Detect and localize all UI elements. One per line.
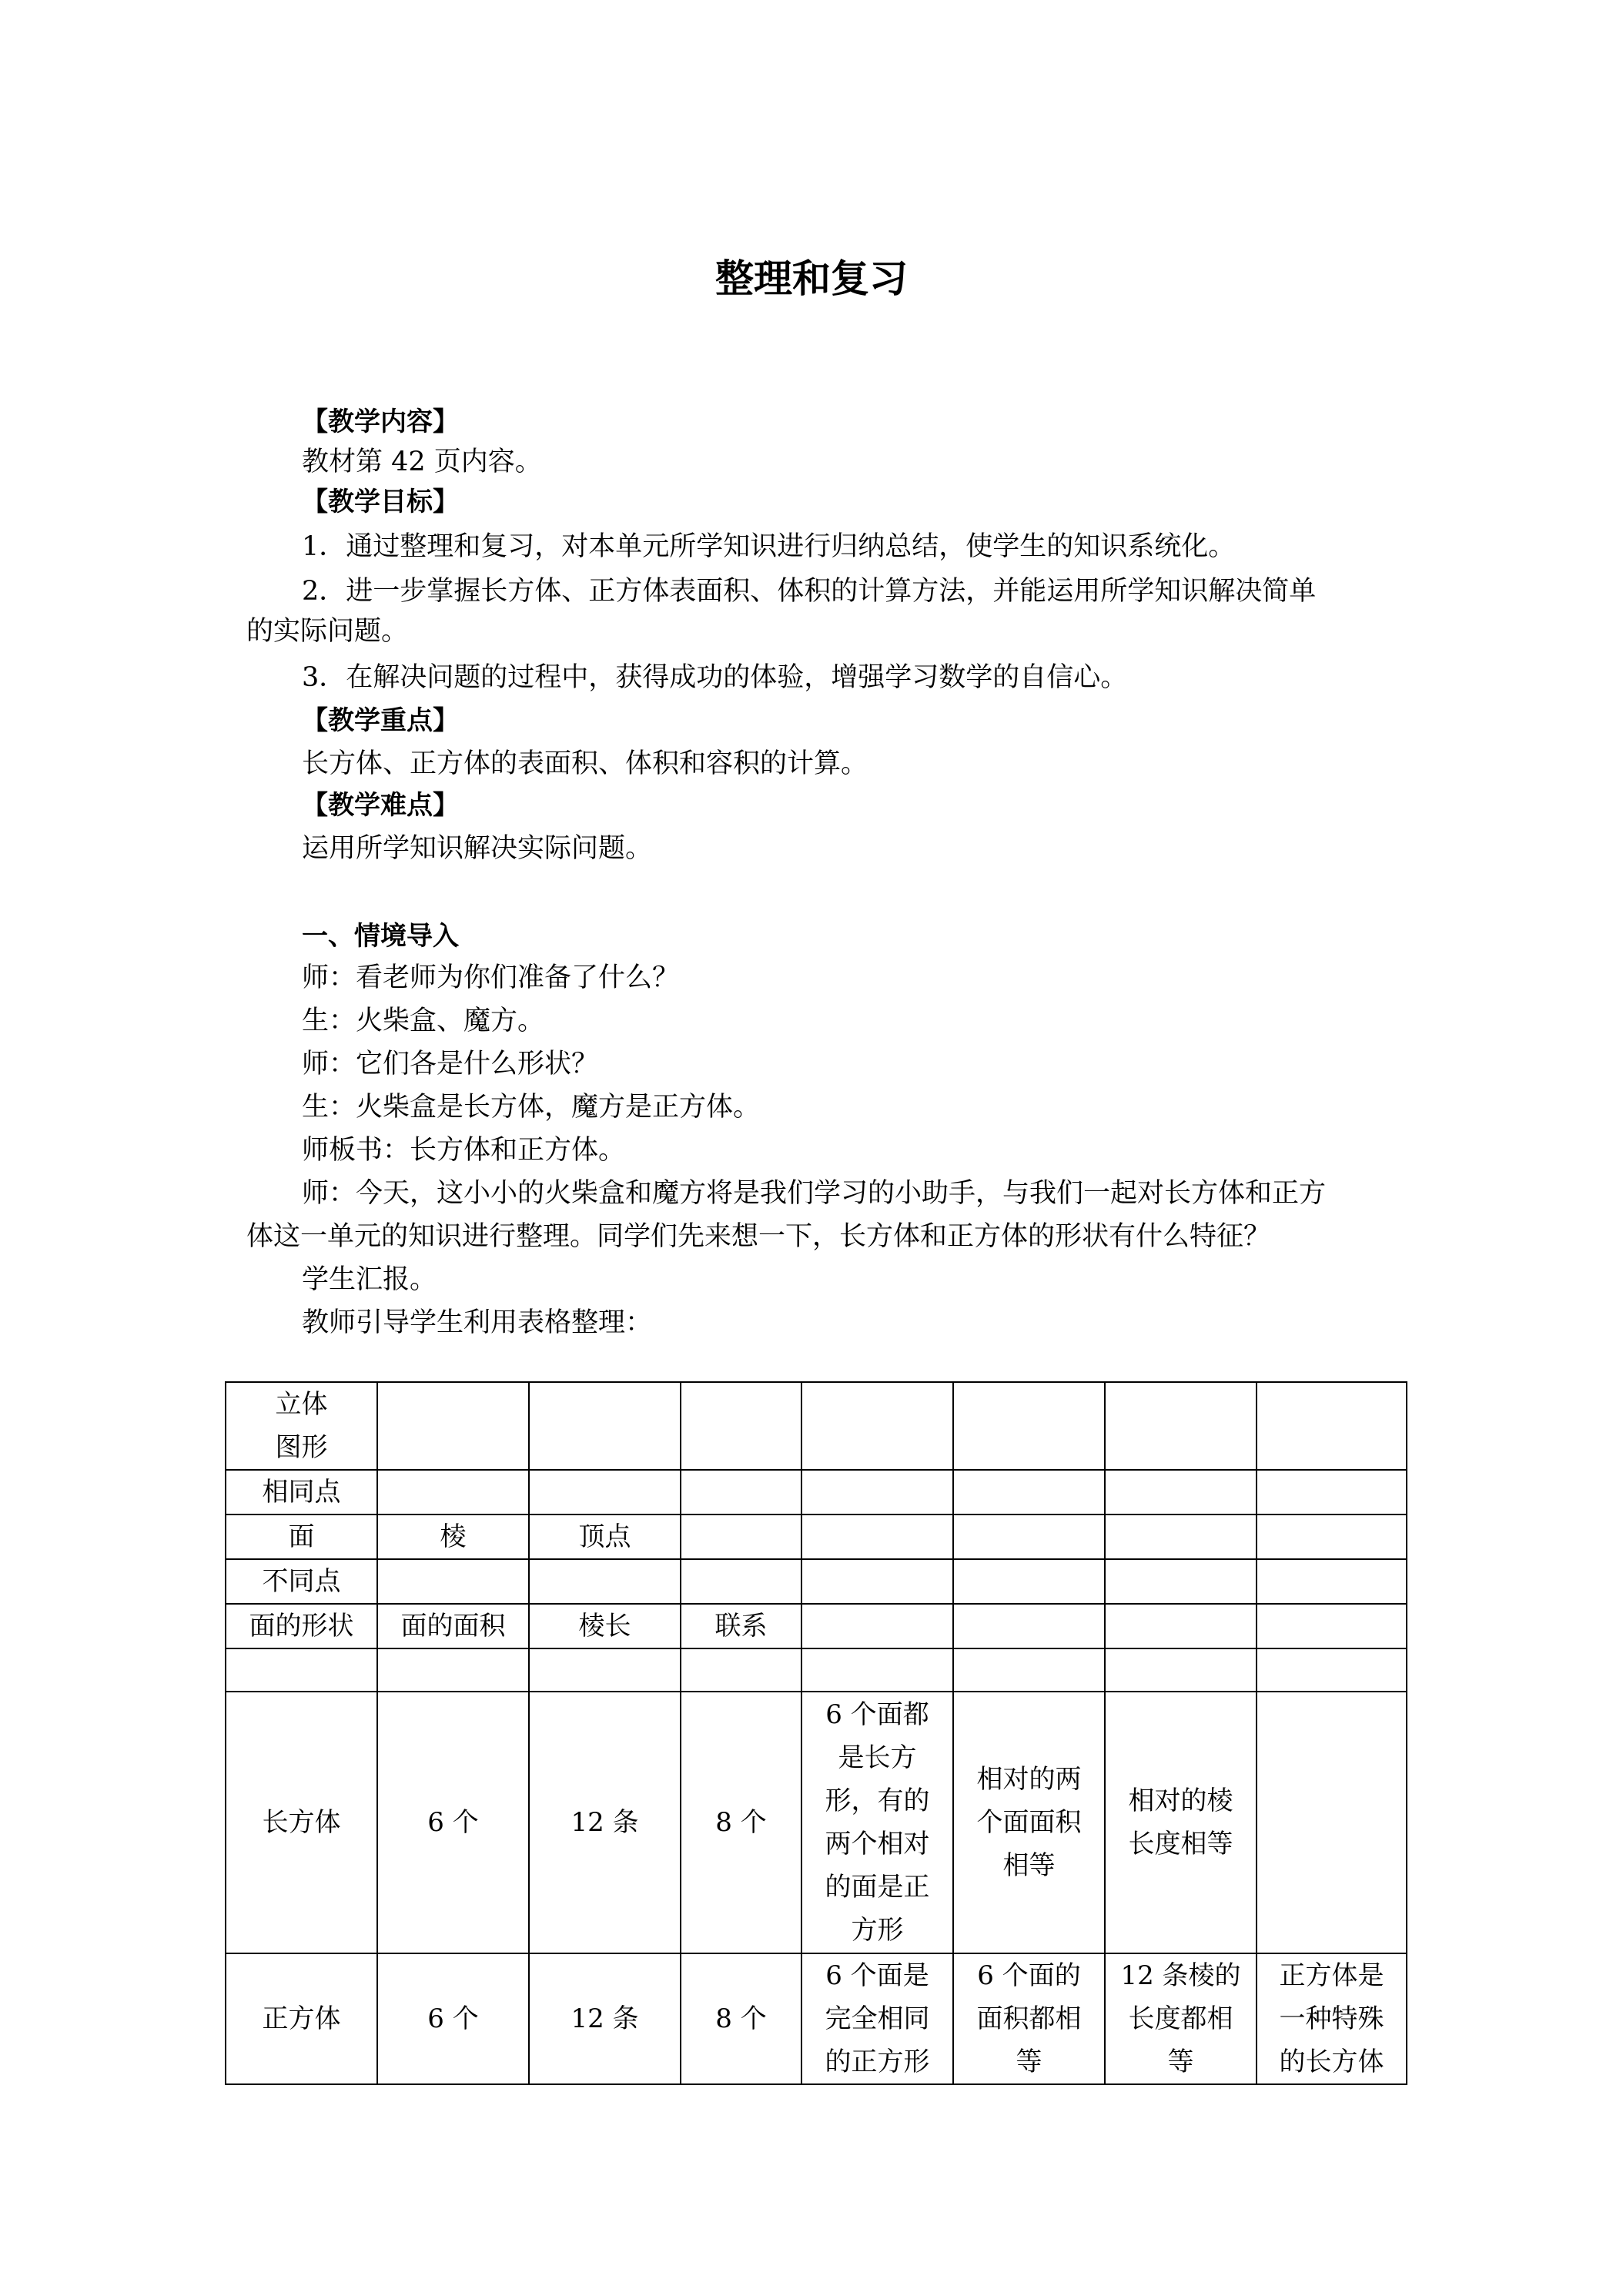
table-cell: 面 [226, 1514, 377, 1559]
table-cell: 8 个 [681, 1692, 801, 1953]
dialog-line: 师：它们各是什么形状？ [302, 1049, 599, 1079]
table-cell: 6 个 [377, 1692, 529, 1953]
dialog-line: 生：火柴盒是长方体，魔方是正方体。 [302, 1092, 761, 1123]
table-row [226, 1514, 1407, 1559]
page-title: 整理和复习 [715, 256, 908, 301]
goal-2-cont: 的实际问题。 [246, 616, 409, 647]
table-cell: 6 个 [377, 1953, 529, 2084]
table-cell: 12 条 [529, 1692, 681, 1953]
goals-heading: 【教学目标】 [302, 487, 459, 517]
table-cell: 面的面积 [377, 1604, 529, 1648]
table-cell: 面的形状 [226, 1604, 377, 1648]
table-row [226, 1604, 1407, 1648]
table-cell: 立体 图形 [226, 1382, 377, 1470]
table-cell: 相同点 [226, 1470, 377, 1514]
table-cell: 正方体 [226, 1953, 377, 2084]
table-cell: 6 个面的 面积都相 等 [953, 1953, 1105, 2084]
dialog-line: 师板书：长方体和正方体。 [302, 1135, 626, 1166]
dialog-line: 生：火柴盒、魔方。 [302, 1006, 545, 1036]
table-cell: 相对的两 个面面积 相等 [953, 1692, 1105, 1953]
table-row-cube [226, 1953, 1407, 2084]
table-row [226, 1648, 1407, 1692]
difficulty-heading: 【教学难点】 [302, 790, 459, 821]
dialog-line: 师：看老师为你们准备了什么？ [302, 962, 680, 993]
dialog-line: 师：今天，这小小的火柴盒和魔方将是我们学习的小助手，与我们一起对长方体和正方 [302, 1178, 1327, 1209]
goal-3: 3．在解决问题的过程中，获得成功的体验，增强学习数学的自信心。 [302, 662, 1128, 693]
goal-1: 1．通过整理和复习，对本单元所学知识进行归纳总结，使学生的知识系统化。 [302, 531, 1236, 562]
table-cell: 联系 [681, 1604, 801, 1648]
goal-2: 2．进一步掌握长方体、正方体表面积、体积的计算方法，并能运用所学知识解决简单 [302, 576, 1317, 607]
table-cell: 正方体是 一种特殊 的长方体 [1257, 1953, 1407, 2084]
table-row [226, 1559, 1407, 1604]
table-cell: 棱长 [529, 1604, 681, 1648]
table-cell: 长方体 [226, 1692, 377, 1953]
dialog-line: 教师引导学生利用表格整理： [302, 1307, 653, 1338]
table-cell: 棱 [377, 1514, 529, 1559]
table-cell: 8 个 [681, 1953, 801, 2084]
table-cell: 顶点 [529, 1514, 681, 1559]
table-cell: 6 个面都 是长方 形，有的 两个相对 的面是正 方形 [801, 1692, 953, 1953]
lesson-heading: 一、情境导入 [302, 921, 459, 952]
table-cell: 6 个面是 完全相同 的正方形 [801, 1953, 953, 2084]
key-heading: 【教学重点】 [302, 705, 459, 736]
table-row [226, 1470, 1407, 1514]
dialog-line-cont: 体这一单元的知识进行整理。同学们先来想一下，长方体和正方体的形状有什么特征？ [246, 1221, 1271, 1252]
table-row [226, 1382, 1407, 1470]
content-text: 教材第 42 页内容。 [302, 447, 542, 477]
dialog-line: 学生汇报。 [302, 1264, 437, 1295]
table-cell: 12 条棱的 长度都相 等 [1105, 1953, 1257, 2084]
content-heading: 【教学内容】 [302, 407, 459, 437]
difficulty-text: 运用所学知识解决实际问题。 [302, 833, 653, 864]
table-cell: 不同点 [226, 1559, 377, 1604]
table-cell: 12 条 [529, 1953, 681, 2084]
key-text: 长方体、正方体的表面积、体积和容积的计算。 [302, 748, 868, 779]
table-row-cuboid [226, 1692, 1407, 1953]
summary-table [225, 1381, 1407, 2085]
table-cell: 相对的棱 长度相等 [1105, 1692, 1257, 1953]
